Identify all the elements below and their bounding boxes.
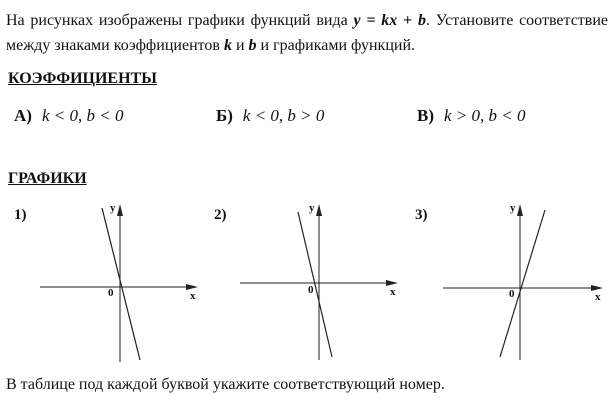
coefficient-letter: Б) <box>216 106 233 125</box>
intro-text-2: . Установите соответствие между знаками коэффициентов <box>6 12 609 54</box>
graph-1 <box>40 200 200 365</box>
x-axis-label: x <box>190 290 196 302</box>
coefficient-condition: k < 0, b < 0 <box>41 106 124 125</box>
coefficient-b <box>216 106 324 126</box>
coef-b-symbol: b <box>248 37 257 54</box>
coefficient-letter: В) <box>417 106 434 125</box>
y-axis-arrow <box>517 204 523 216</box>
coefficient-v <box>417 106 526 126</box>
coefficient-letter: А) <box>14 106 32 125</box>
y-axis-label: y <box>510 202 516 214</box>
graph-line <box>102 208 140 360</box>
intro-text-3: и графиками функций. <box>256 37 416 54</box>
origin-label: 0 <box>108 287 114 299</box>
x-axis-label: x <box>390 286 396 298</box>
y-axis-arrow <box>117 204 123 216</box>
graph-1-number: 1) <box>14 207 27 223</box>
graphs-heading: ГРАФИКИ <box>8 170 87 187</box>
x-axis-label: x <box>595 291 601 303</box>
y-axis-label: y <box>110 202 116 214</box>
coefficient-a <box>14 106 123 126</box>
footer-instruction: В таблице под каждой буквой укажите соответствующий номер. <box>6 376 445 393</box>
graph-3-number: 3) <box>415 207 428 223</box>
origin-label: 0 <box>308 284 314 296</box>
graph-3 <box>443 200 608 365</box>
coef-k-symbol: k <box>223 37 232 54</box>
coefficient-condition: k < 0, b > 0 <box>242 106 325 125</box>
intro-text-1: На рисунках изображены графики функций вида <box>6 12 354 29</box>
function-formula: y = kx + b <box>353 12 426 29</box>
graph-2 <box>240 200 400 365</box>
origin-label: 0 <box>509 288 515 300</box>
coefficient-condition: k > 0, b < 0 <box>444 106 526 125</box>
y-axis-label: y <box>309 202 315 214</box>
intro-and: и <box>231 37 249 54</box>
graph-line <box>500 210 545 357</box>
task-statement <box>6 8 608 58</box>
graph-2-number: 2) <box>214 207 227 223</box>
coefficients-heading: КОЭФФИЦИЕНТЫ <box>8 70 157 87</box>
graph-line <box>298 212 332 357</box>
y-axis-arrow <box>316 204 322 216</box>
